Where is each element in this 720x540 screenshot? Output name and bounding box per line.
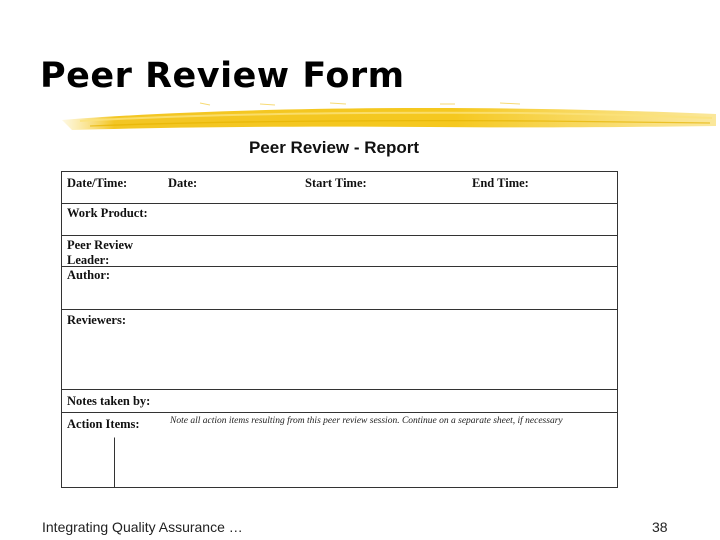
work-product-label: Work Product: xyxy=(67,206,148,220)
start-time-label: Start Time: xyxy=(305,176,367,190)
footer-page-number: 38 xyxy=(652,519,668,535)
action-items-label: Action Items: xyxy=(67,417,140,431)
notes-taken-by-label: Notes taken by: xyxy=(67,394,151,408)
action-items-note: Note all action items resulting from this peer review session. Continue on a separate sheet, if necessary xyxy=(170,416,563,426)
author-label: Author: xyxy=(67,268,111,282)
footer-course-title: Integrating Quality Assurance … xyxy=(42,519,243,535)
end-time-label: End Time: xyxy=(472,176,529,190)
peer-review-leader-label-line1: Peer Review xyxy=(67,238,134,252)
form-subtitle-text: Peer Review - Report xyxy=(248,138,420,157)
date-label: Date: xyxy=(168,176,198,190)
peer-review-leader-label-line2: Leader: xyxy=(67,253,110,267)
reviewers-label: Reviewers: xyxy=(67,313,126,327)
datetime-label: Date/Time: xyxy=(67,176,128,190)
slide-title: Peer Review Form xyxy=(40,56,405,96)
